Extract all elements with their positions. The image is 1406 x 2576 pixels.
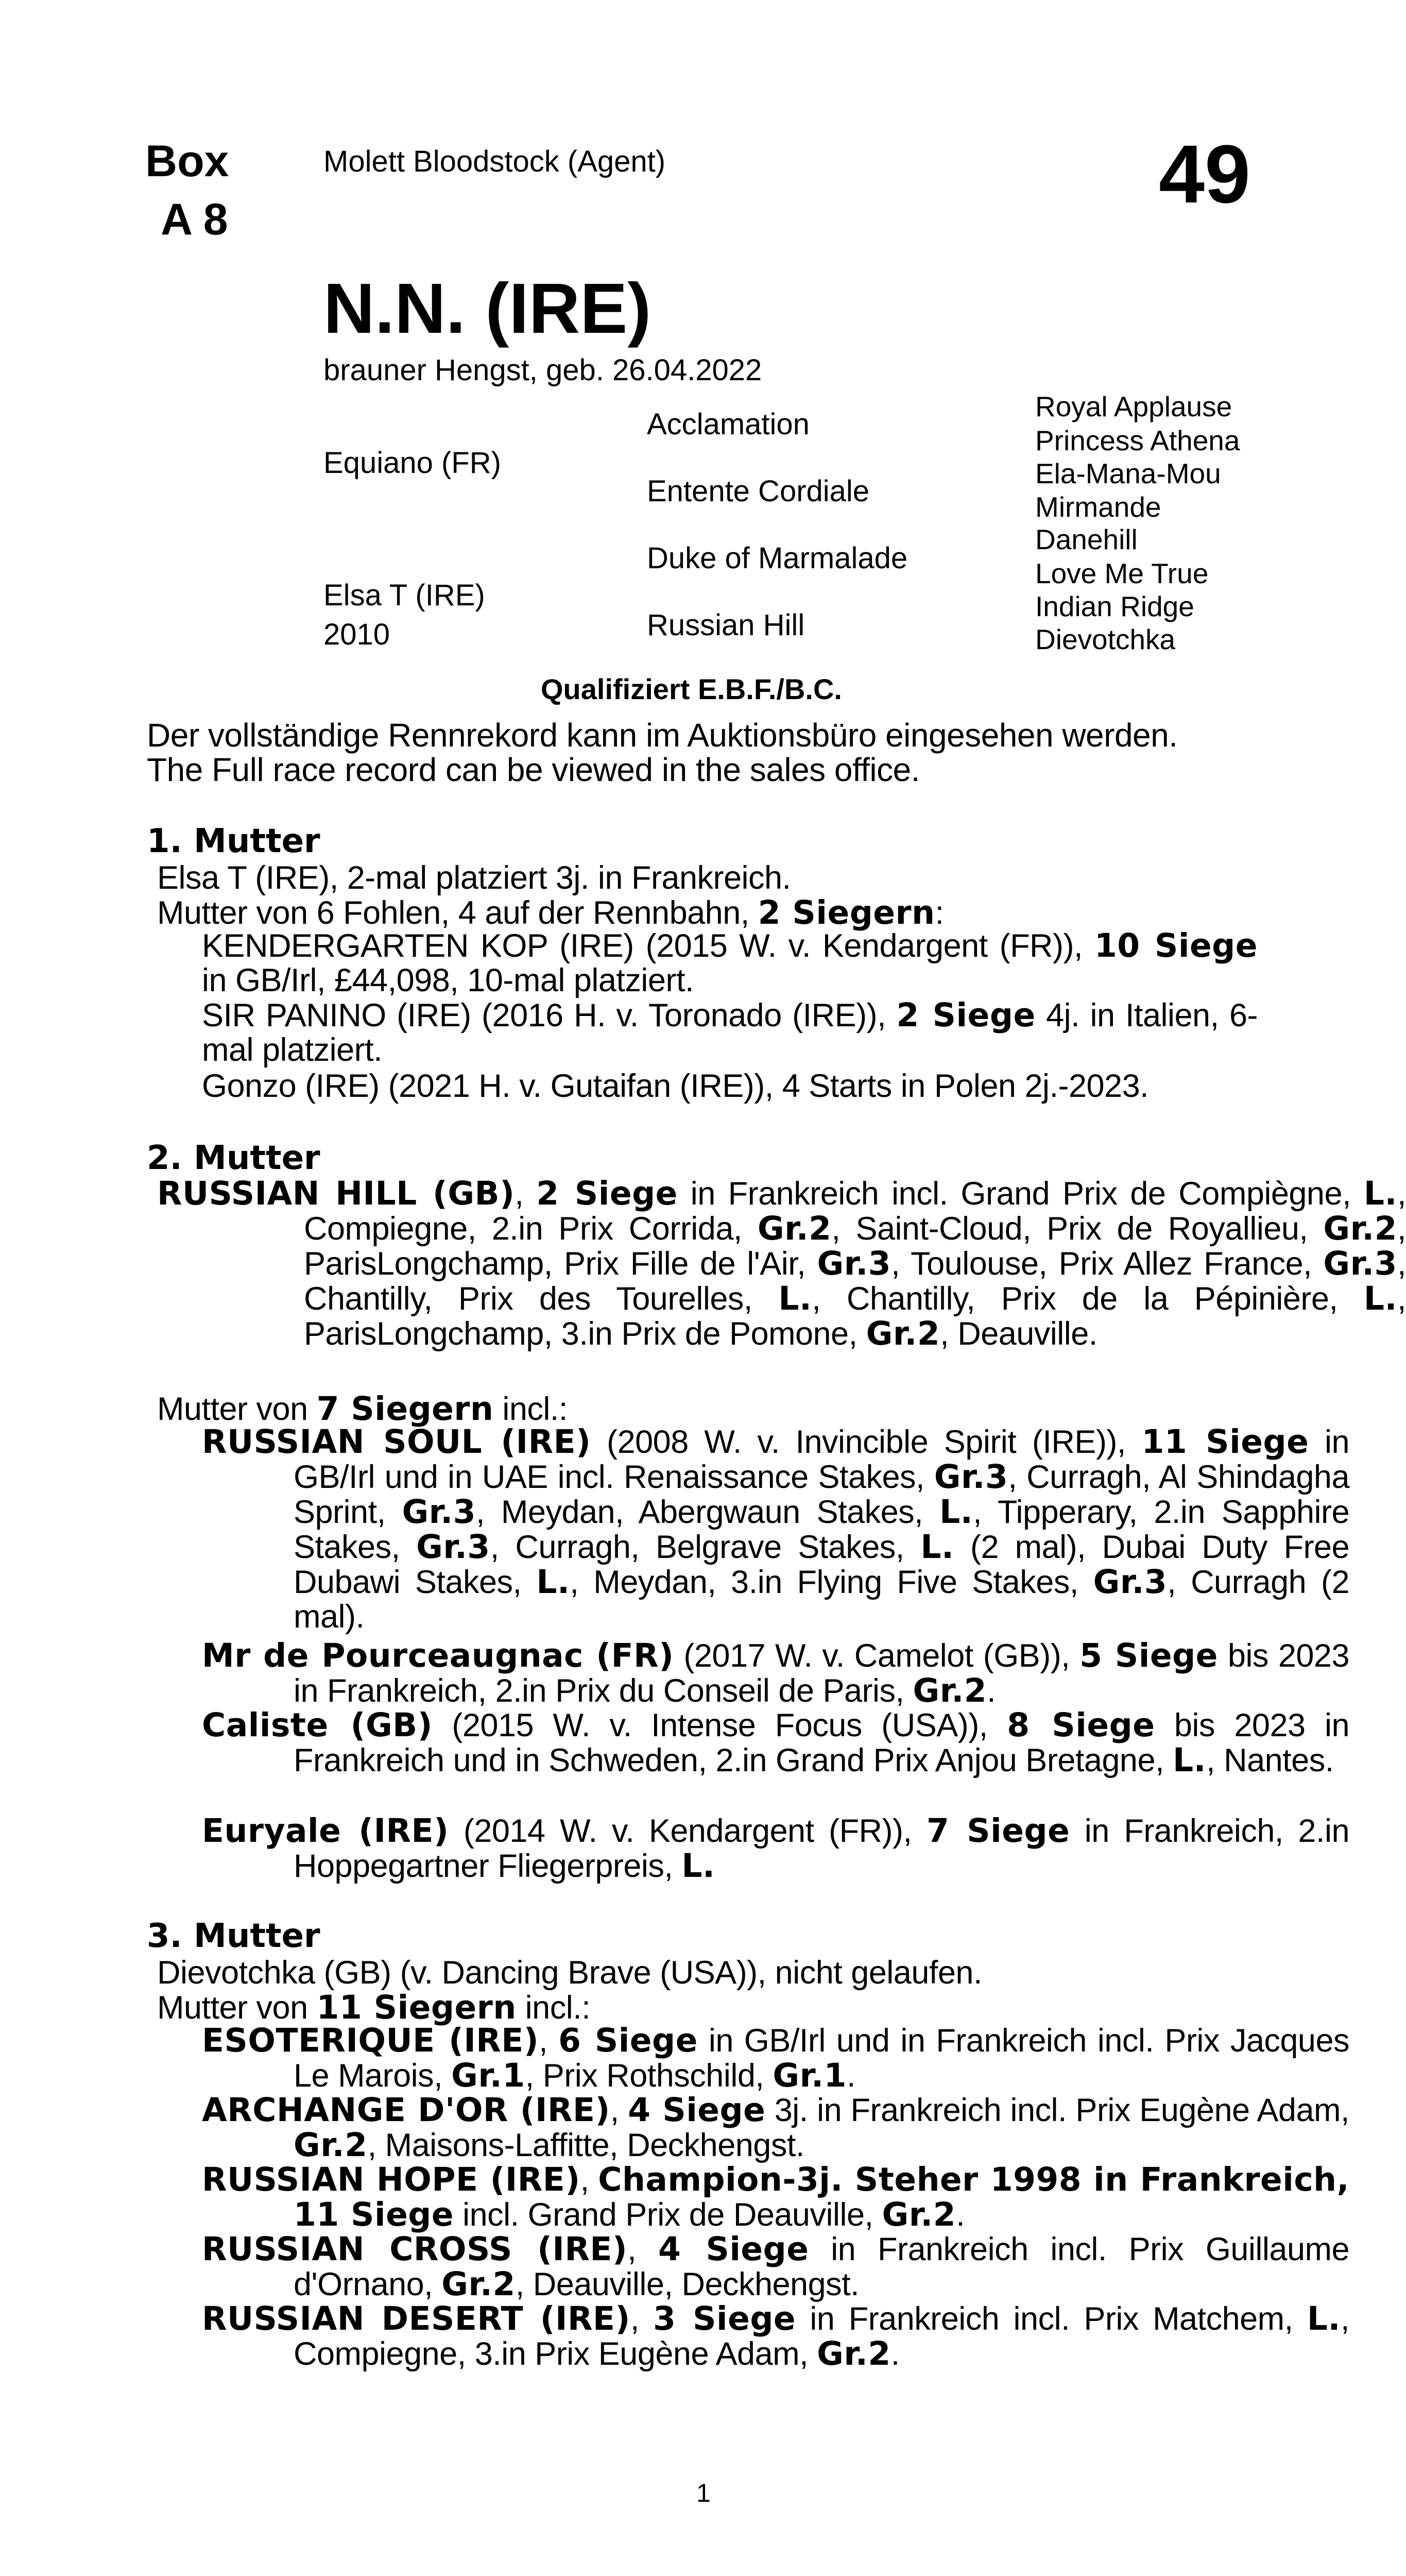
granddam-record: RUSSIAN HILL (GB), 2 Siege in Frankreich incl. Grand Prix de Compiègne, L., Compiegne, 2.in Prix Corrida, Gr.2, Saint-Cloud, Prix de Royallieu, Gr.2, ParisLongchamp, Prix Fille de l'Air, Gr.3, Toulouse, Prix Allez France, Gr.3, Chantilly, Prix des Tourelles, L., Chantilly, Prix de la Pépinière, L., ParisLongchamp, 3.in Prix de Pomone, Gr.2, Deauville. [157,1175,1406,1352]
progeny-entry: ARCHANGE D'OR (IRE), 4 Siege 3j. in Frankreich incl. Prix Eugène Adam, Gr.2, Maisons-Laffitte, Deckhengst. [202,2091,1349,2164]
pedigree-gen2-1: Acclamation [647,408,810,441]
horse-name: N.N. (IRE) [323,269,651,348]
pedigree-gen3-4: Mirmande [1035,491,1161,523]
progeny-entry: ESOTERIQUE (IRE), 6 Siege in GB/Irl und in Frankreich incl. Prix Jacques Le Marois, Gr.1, Prix Rothschild, Gr.1. [202,2022,1349,2094]
agent-name: Molett Bloodstock (Agent) [323,145,666,178]
progeny-entry: Mr de Pourceaugnac (FR) (2017 W. v. Camelot (GB)), 5 Siege bis 2023 in Frankreich, 2.in Prix du Conseil de Paris, Gr.2. [202,1637,1349,1709]
pedigree-gen2-4: Russian Hill [647,608,805,642]
page-number: 1 [696,2479,711,2507]
progeny-entry: Euryale (IRE) (2014 W. v. Kendargent (FR)), 7 Siege in Frankreich, 2.in Hoppegartner Fliegerpreis, L. [202,1812,1350,1885]
pedigree-dam: Elsa T (IRE) [323,579,485,612]
progeny-entry: RUSSIAN DESERT (IRE), 3 Siege in Frankreich incl. Prix Matchem, L., Compiegne, 3.in Prix Eugène Adam, Gr.2. [202,2300,1349,2372]
pedigree-gen3-6: Love Me True [1035,557,1209,589]
horse-description: brauner Hengst, geb. 26.04.2022 [323,353,762,387]
pedigree-gen2-3: Duke of Marmalade [647,541,908,575]
qualification: Qualifiziert E.B.F./B.C. [541,673,842,705]
box-label: Box [145,137,229,186]
third-dam-record: Dievotchka (GB) (v. Dancing Brave (USA)), nicht gelaufen. [157,1955,982,1991]
pedigree-gen3-2: Princess Athena [1035,425,1240,456]
lot-number: 49 [1159,128,1250,220]
progeny-entry: RUSSIAN CROSS (IRE), 4 Siege in Frankreich incl. Prix Guillaume d'Ornano, Gr.2, Deauville, Deckhengst. [202,2230,1350,2303]
pedigree-gen3-1: Royal Applause [1035,391,1232,422]
section-heading-1: 1. Mutter [147,822,320,860]
pedigree-sire: Equiano (FR) [323,446,501,480]
progeny-entry: RUSSIAN SOUL (IRE) (2008 W. v. Invincible Spirit (IRE)), 11 Siege in GB/Irl und in UAE incl. Renaissance Stakes, Gr.3, Curragh, Al Shindagha Sprint, Gr.3, Meydan, Abergwaun Stakes, L., Tipperary, 2.in Sapphire Stakes, Gr.3, Curragh, Belgrave Stakes, L. (2 mal), Dubai Duty Free Dubawi Stakes, L., Meydan, 3.in Flying Five Stakes, Gr.3, Curragh (2 mal). [202,1423,1349,1635]
section-heading-3: 3. Mutter [147,1917,320,1955]
pedigree-gen2-2: Entente Cordiale [647,474,870,508]
intro-line-2: The Full race record can be viewed in the sales office. [147,751,920,788]
section-heading-2: 2. Mutter [147,1139,320,1177]
dam-record: Elsa T (IRE), 2-mal platziert 3j. in Frankreich. [157,860,791,896]
pedigree-gen3-7: Indian Ridge [1035,590,1194,622]
progeny-entry: RUSSIAN HOPE (IRE), Champion-3j. Steher 1998 in Frankreich, 11 Siege incl. Grand Prix de Deauville, Gr.2. [202,2161,1349,2233]
pedigree-gen3-8: Dievotchka [1035,623,1176,655]
pedigree-dam-year: 2010 [323,618,390,651]
dam-produce-summary: Mutter von 6 Fohlen, 4 auf der Rennbahn, 2 Siegern: [157,894,944,931]
progeny-entry: SIR PANINO (IRE) (2016 H. v. Toronado (IRE)), 2 Siege 4j. in Italien, 6-mal platziert. [202,996,1258,1068]
box-number: A 8 [161,195,228,244]
granddam-produce-summary: Mutter von 7 Siegern incl.: [157,1390,568,1428]
progeny-entry: Gonzo (IRE) (2021 H. v. Gutaifan (IRE)), 4 Starts in Polen 2j.-2023. [202,1068,1149,1104]
progeny-entry: Caliste (GB) (2015 W. v. Intense Focus (USA)), 8 Siege bis 2023 in Frankreich und in Schweden, 2.in Grand Prix Anjou Bretagne, L., Nantes. [202,1706,1349,1779]
third-dam-produce-summary: Mutter von 11 Siegern incl.: [157,1989,591,2026]
intro-line-1: Der vollständige Rennrekord kann im Auktionsbüro eingesehen werden. [147,717,1178,754]
pedigree-gen3-3: Ela-Mana-Mou [1035,457,1221,489]
progeny-entry: KENDERGARTEN KOP (IRE) (2015 W. v. Kendargent (FR)), 10 Siege in GB/Irl, £44,098, 10-mal platziert. [202,927,1258,998]
pedigree-gen3-5: Danehill [1035,523,1138,555]
